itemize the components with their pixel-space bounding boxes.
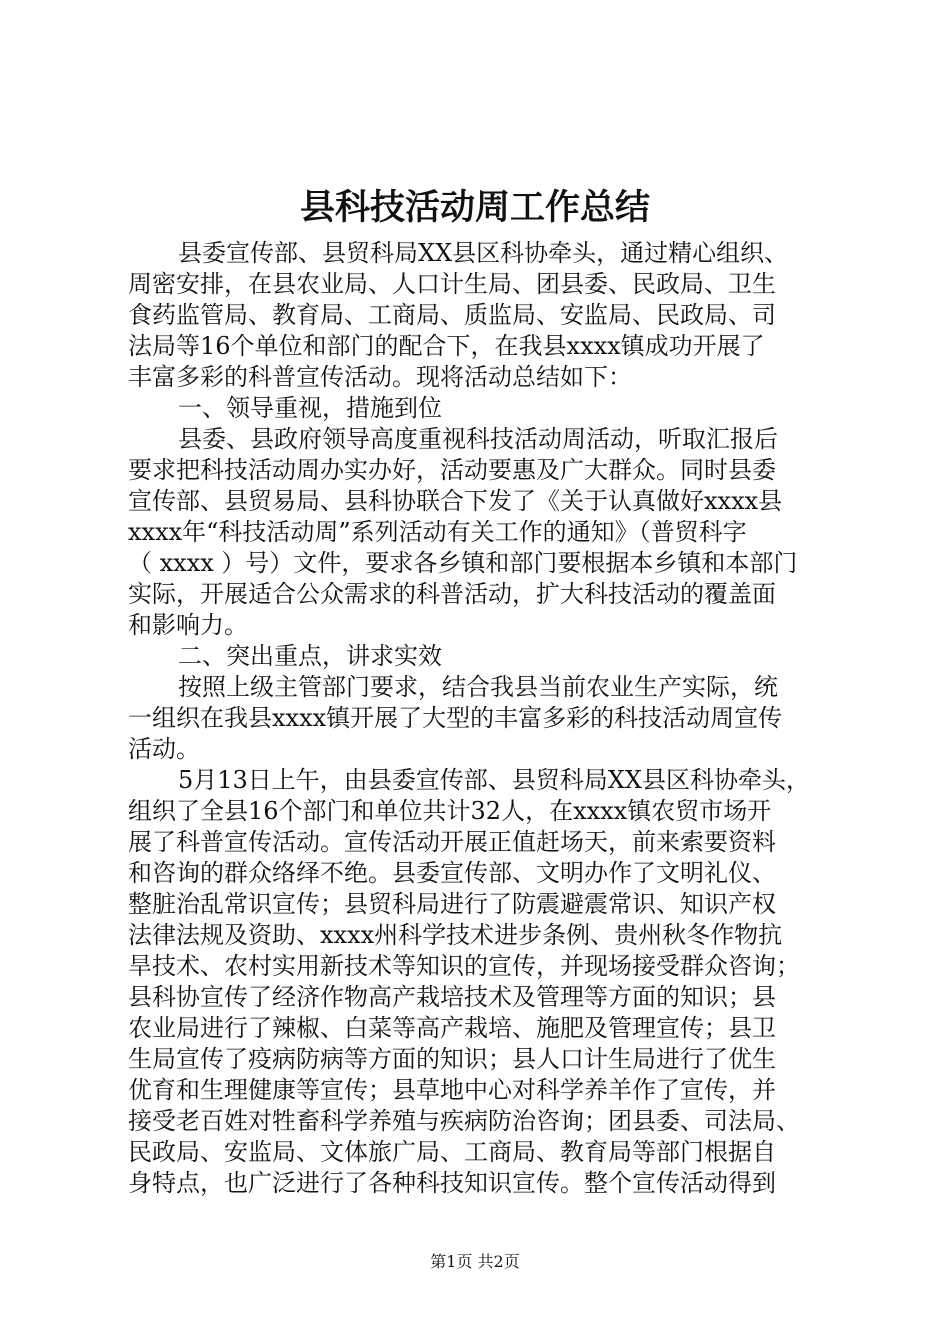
document-title: 县科技活动周工作总结 [299, 187, 650, 228]
paragraph-event [128, 765, 828, 1230]
text-line: 接受老百姓对牲畜科学养殖与疾病防治咨询；团县委、司法局、 [128, 1107, 800, 1135]
paragraph-leadership [128, 424, 828, 641]
text-line: 整脏治乱常识宣传；县贸科局进行了防震避震常识、知识产权 [128, 890, 776, 918]
text-line: 丰富多彩的科普宣传活动。现将活动总结如下： [128, 363, 632, 391]
paragraph-focus [128, 672, 828, 765]
text-line: 一组织在我县xxxx镇开展了大型的丰富多彩的科技活动周宣传 [128, 704, 783, 732]
heading-text: 二、突出重点，讲求实效 [178, 642, 442, 670]
paragraph-intro [128, 238, 828, 393]
text-line: 县委宣传部、县贸科局XX县区科协牵头，通过精心组织、 [178, 239, 789, 267]
text-line: 法局等16个单位和部门的配合下，在我县xxxx镇成功开展了 [128, 332, 765, 360]
text-line: 周密安排，在县农业局、人口计生局、团县委、民政局、卫生 [128, 270, 776, 298]
text-line: 县委、县政府领导高度重视科技活动周活动，听取汇报后 [178, 425, 778, 453]
text-line: 展了科普宣传活动。宣传活动开展正值赶场天，前来索要资料 [128, 828, 776, 856]
text-line: 要求把科技活动周办实办好，活动要惠及广大群众。同时县委 [128, 456, 776, 484]
text-line: 旱技术、农村实用新技术等知识的宣传，并现场接受群众咨询； [128, 952, 800, 980]
text-line: （ xxxx ）号）文件，要求各乡镇和部门要根据本乡镇和本部门 [128, 549, 798, 577]
text-line: 身特点，也广泛进行了各种科技知识宣传。整个宣传活动得到 [128, 1169, 776, 1197]
text-line: 按照上级主管部门要求，结合我县当前农业生产实际，统 [178, 673, 778, 701]
text-line: 组织了全县16个部门和单位共计32人，在xxxx镇农贸市场开 [128, 797, 772, 825]
text-line: 活动。 [128, 735, 200, 763]
text-line: 县科协宣传了经济作物高产栽培技术及管理等方面的知识；县 [128, 983, 776, 1011]
text-line: 和影响力。 [128, 611, 248, 639]
section-heading-1 [128, 393, 828, 424]
text-line: 食药监管局、教育局、工商局、质监局、安监局、民政局、司 [128, 301, 776, 329]
text-line: xxxx年“科技活动周”系列活动有关工作的通知》（普贸科字 [128, 518, 747, 546]
text-line: 农业局进行了辣椒、白菜等高产栽培、施肥及管理宣传；县卫 [128, 1014, 776, 1042]
page-footer: 第1页 共2页 [430, 1252, 520, 1271]
text-line: 宣传部、县贸易局、县科协联合下发了《关于认真做好xxxx县 [128, 487, 783, 515]
text-line: 优育和生理健康等宣传；县草地中心对科学养羊作了宣传，并 [128, 1076, 776, 1104]
text-line: 和咨询的群众络绎不绝。县委宣传部、文明办作了文明礼仪、 [128, 859, 776, 887]
text-line: 民政局、安监局、文体旅广局、工商局、教育局等部门根据自 [128, 1138, 776, 1166]
text-line [128, 1199, 828, 1230]
text-line: 5月13日上午，由县委宣传部、县贸科局XX县区科协牵头， [178, 766, 810, 794]
section-heading-2 [128, 641, 828, 672]
document-body [128, 238, 828, 1230]
text-line: 生局宣传了疫病防病等方面的知识；县人口计生局进行了优生 [128, 1045, 776, 1073]
text-line: 实际，开展适合公众需求的科普活动，扩大科技活动的覆盖面 [128, 580, 776, 608]
heading-text: 一、领导重视，措施到位 [178, 394, 442, 422]
text-line: 法律法规及资助、xxxx州科学技术进步条例、贵州秋冬作物抗 [128, 921, 783, 949]
